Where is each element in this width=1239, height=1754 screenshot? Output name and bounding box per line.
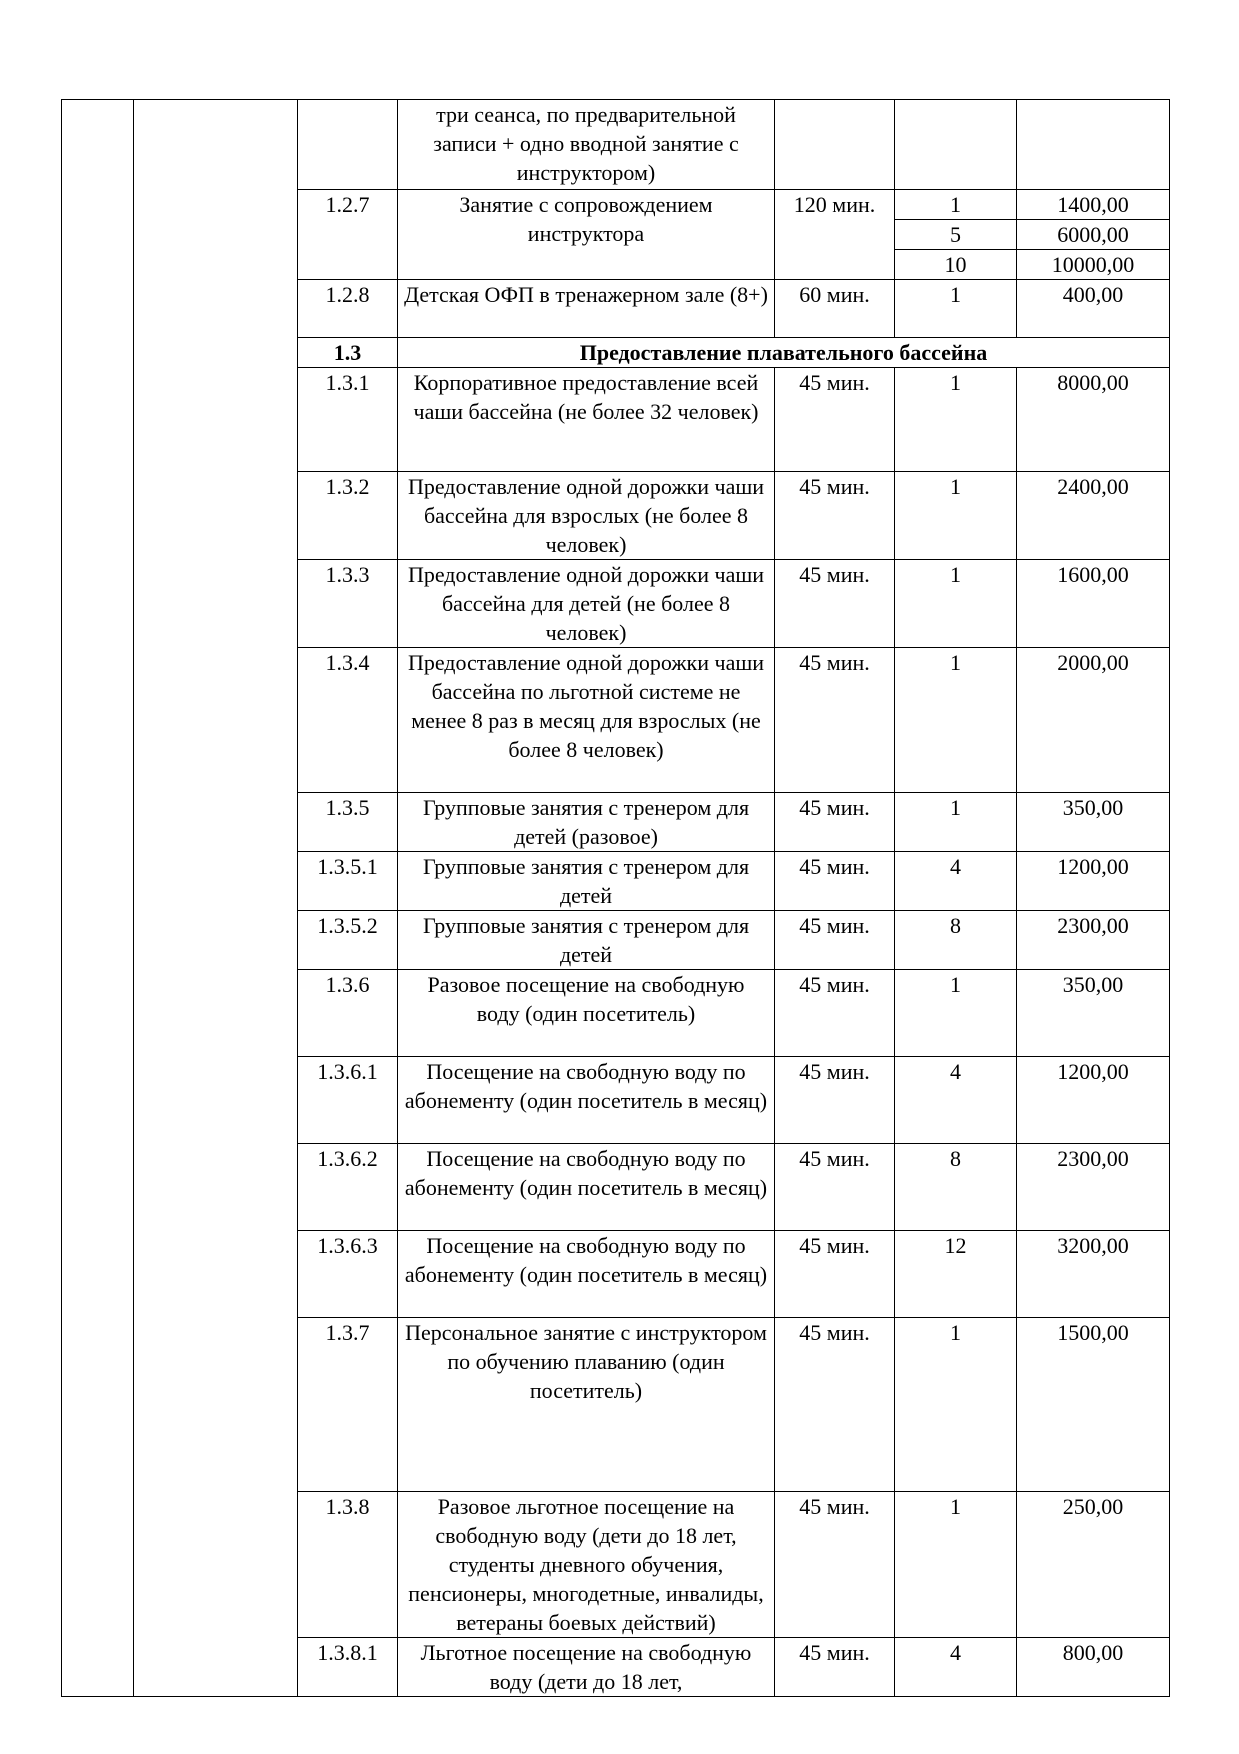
code-cell: 1.3.6.1	[298, 1057, 398, 1144]
price-cell: 1200,00	[1017, 1057, 1170, 1144]
quantity-cell: 4	[895, 1057, 1017, 1144]
code-cell: 1.3.5	[298, 793, 398, 852]
quantity-cell: 1	[895, 1318, 1017, 1492]
quantity-cell: 4	[895, 852, 1017, 911]
duration-cell: 45 мин.	[775, 970, 895, 1057]
duration-cell: 45 мин.	[775, 1231, 895, 1318]
service-name-cell: Посещение на свободную воду по абонементу (один посетитель в месяц)	[398, 1231, 775, 1318]
duration-cell: 45 мин.	[775, 1057, 895, 1144]
quantity-cell	[895, 100, 1017, 190]
service-name-cell: Занятие с сопровождением инструктора	[398, 190, 775, 280]
duration-cell: 60 мин.	[775, 280, 895, 338]
price-cell: 1600,00	[1017, 560, 1170, 648]
duration-cell: 45 мин.	[775, 793, 895, 852]
price-cell: 800,00	[1017, 1638, 1170, 1697]
price-cell: 2400,00	[1017, 472, 1170, 560]
code-cell: 1.3.6.3	[298, 1231, 398, 1318]
service-name-cell: Предоставление одной дорожки чаши бассейна для взрослых (не более 8 человек)	[398, 472, 775, 560]
quantity-cell: 1	[895, 280, 1017, 338]
quantity-cell: 8	[895, 1144, 1017, 1231]
quantity-cell: 1	[895, 648, 1017, 793]
price-cell: 3200,00	[1017, 1231, 1170, 1318]
duration-cell: 45 мин.	[775, 1318, 895, 1492]
duration-cell: 45 мин.	[775, 560, 895, 648]
quantity-cell: 1	[895, 472, 1017, 560]
price-cell: 8000,00	[1017, 368, 1170, 472]
price-cell: 250,00	[1017, 1492, 1170, 1638]
service-name-cell: Посещение на свободную воду по абонементу (один посетитель в месяц)	[398, 1144, 775, 1231]
price-cell	[1017, 100, 1170, 190]
price-cell: 400,00	[1017, 280, 1170, 338]
quantity-cell: 8	[895, 911, 1017, 970]
price-cell: 1500,00	[1017, 1318, 1170, 1492]
quantity-cell: 1	[895, 560, 1017, 648]
price-cell: 1200,00	[1017, 852, 1170, 911]
price-cell: 2000,00	[1017, 648, 1170, 793]
quantity-cell: 1	[895, 970, 1017, 1057]
price-cell: 2300,00	[1017, 911, 1170, 970]
code-cell	[298, 100, 398, 190]
price-table	[61, 99, 1170, 1697]
code-cell: 1.3.6	[298, 970, 398, 1057]
duration-cell: 45 мин.	[775, 911, 895, 970]
price-cell: 2300,00	[1017, 1144, 1170, 1231]
code-cell: 1.3.7	[298, 1318, 398, 1492]
service-name-cell: Групповые занятия с тренером для детей	[398, 852, 775, 911]
code-cell: 1.3.8	[298, 1492, 398, 1638]
service-name-cell: три сеанса, по предварительной записи + одно вводной занятие с инструктором)	[398, 100, 775, 190]
section-code-cell: 1.3	[298, 338, 398, 368]
quantity-cell: 10	[895, 250, 1017, 280]
service-name-cell: Детская ОФП в тренажерном зале (8+)	[398, 280, 775, 338]
quantity-cell: 12	[895, 1231, 1017, 1318]
duration-cell: 45 мин.	[775, 1638, 895, 1697]
duration-cell: 45 мин.	[775, 852, 895, 911]
service-name-cell: Групповые занятия с тренером для детей	[398, 911, 775, 970]
duration-cell: 45 мин.	[775, 368, 895, 472]
code-cell: 1.3.4	[298, 648, 398, 793]
code-cell: 1.3.5.1	[298, 852, 398, 911]
quantity-cell: 1	[895, 793, 1017, 852]
duration-cell	[775, 100, 895, 190]
service-name-cell: Групповые занятия с тренером для детей (разовое)	[398, 793, 775, 852]
code-cell: 1.3.1	[298, 368, 398, 472]
quantity-cell: 1	[895, 190, 1017, 220]
duration-cell: 45 мин.	[775, 1144, 895, 1231]
quantity-cell: 1	[895, 1492, 1017, 1638]
price-cell: 10000,00	[1017, 250, 1170, 280]
price-cell: 1400,00	[1017, 190, 1170, 220]
code-cell: 1.3.3	[298, 560, 398, 648]
code-cell: 1.3.6.2	[298, 1144, 398, 1231]
blank-column-2	[134, 100, 298, 1697]
code-cell: 1.3.5.2	[298, 911, 398, 970]
quantity-cell: 4	[895, 1638, 1017, 1697]
price-cell: 350,00	[1017, 970, 1170, 1057]
code-cell: 1.3.8.1	[298, 1638, 398, 1697]
price-cell: 350,00	[1017, 793, 1170, 852]
table-row	[62, 100, 1170, 190]
quantity-cell: 5	[895, 220, 1017, 250]
duration-cell: 45 мин.	[775, 472, 895, 560]
code-cell: 1.2.8	[298, 280, 398, 338]
service-name-cell: Посещение на свободную воду по абонементу (один посетитель в месяц)	[398, 1057, 775, 1144]
blank-column-1	[62, 100, 134, 1697]
service-name-cell: Разовое посещение на свободную воду (один посетитель)	[398, 970, 775, 1057]
code-cell: 1.2.7	[298, 190, 398, 280]
service-name-cell: Льготное посещение на свободную воду (дети до 18 лет,	[398, 1638, 775, 1697]
price-cell: 6000,00	[1017, 220, 1170, 250]
quantity-cell: 1	[895, 368, 1017, 472]
duration-cell: 45 мин.	[775, 1492, 895, 1638]
service-name-cell: Персональное занятие с инструктором по обучению плаванию (один посетитель)	[398, 1318, 775, 1492]
section-title-cell: Предоставление плавательного бассейна	[398, 338, 1170, 368]
code-cell: 1.3.2	[298, 472, 398, 560]
duration-cell: 45 мин.	[775, 648, 895, 793]
service-name-cell: Предоставление одной дорожки чаши бассейна по льготной системе не менее 8 раз в месяц для взрослых (не более 8 человек)	[398, 648, 775, 793]
duration-cell: 120 мин.	[775, 190, 895, 280]
service-name-cell: Предоставление одной дорожки чаши бассейна для детей (не более 8 человек)	[398, 560, 775, 648]
service-name-cell: Корпоративное предоставление всей чаши бассейна (не более 32 человек)	[398, 368, 775, 472]
service-name-cell: Разовое льготное посещение на свободную воду (дети до 18 лет, студенты дневного обучения, пенсионеры, многодетные, инвалиды, ветераны боевых действий)	[398, 1492, 775, 1638]
